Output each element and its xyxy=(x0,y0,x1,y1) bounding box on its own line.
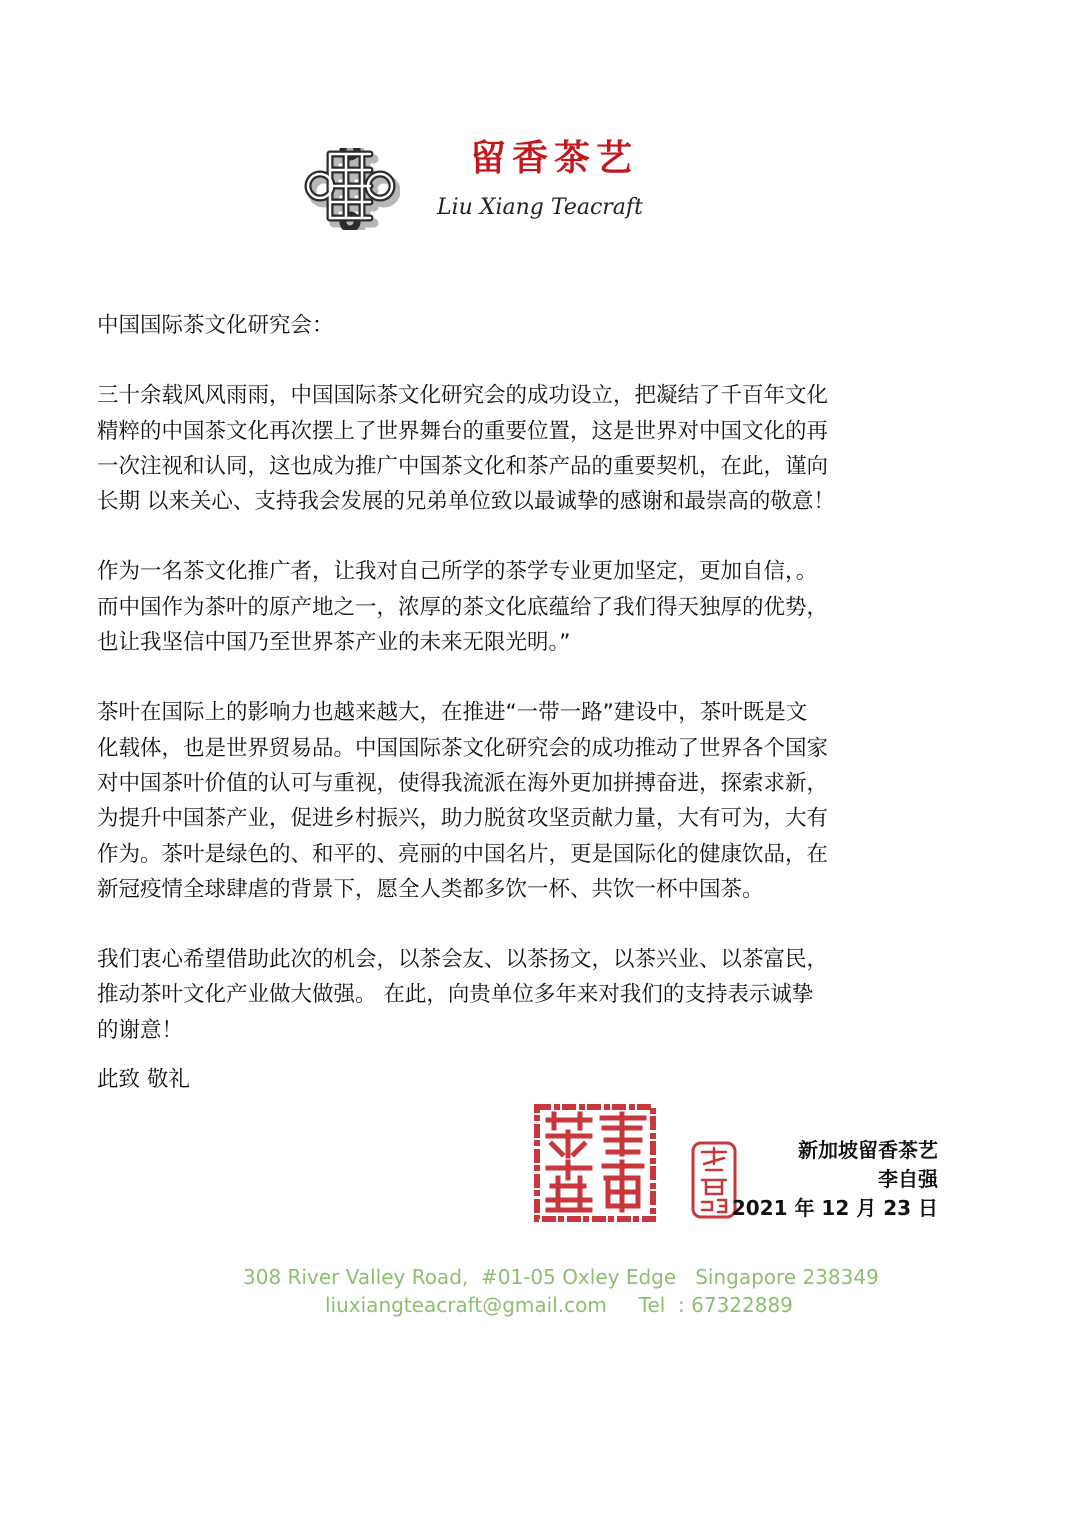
text-line: 我们衷心希望借助此次的机会，以茶会友、以茶扬文，以茶兴业、以茶富民， xyxy=(97,947,829,973)
text-line: 长期 以来关心、支持我会发展的兄弟单位致以最诚挚的感谢和最崇高的敬意！ xyxy=(97,489,835,515)
text-line: 作为一名茶文化推广者，让我对自己所学的茶学专业更加坚定，更加自信，。 xyxy=(97,559,818,585)
footer-address: 308 River Valley Road, #01-05 Oxley Edge Singapore 238349 xyxy=(243,1265,879,1289)
text-line: 推动茶叶文化产业做大做强。 在此，向贵单位多年来对我们的支持表示诚挚 xyxy=(97,982,814,1008)
footer-contact xyxy=(0,1263,1080,1347)
signature-block xyxy=(732,1136,938,1223)
text-line: 对中国茶叶价值的认可与重视，使得我流派在海外更加拼搏奋进，探索求新， xyxy=(97,770,829,796)
signature-organization: 新加坡留香茶艺 xyxy=(798,1138,938,1162)
text-line: 新冠疫情全球肆虐的背景下，愿全人类都多饮一杯、共饮一杯中国茶。 xyxy=(97,876,764,902)
paragraph-anniversary xyxy=(97,378,977,519)
text-line: 精粹的中国茶文化再次摆上了世界舞台的重要位置，这是世界对中国文化的再 xyxy=(97,418,829,444)
signature-name: 李自强 xyxy=(878,1167,938,1191)
text-line: 作为。茶叶是绿色的、和平的、亮丽的中国名片，更是国际化的健康饮品，在 xyxy=(97,841,829,867)
text-line: 的谢意！ xyxy=(97,1017,184,1043)
brand-name-chinese: 留香茶艺 xyxy=(470,137,639,179)
letter-body xyxy=(97,308,977,1097)
endless-knot-icon xyxy=(300,148,400,230)
text-line: 三十余载风风雨雨，中国国际茶文化研究会的成功设立，把凝结了千百年文化 xyxy=(97,383,829,409)
small-seal-stamp xyxy=(690,1140,738,1220)
text-line: 也让我坚信中国乃至世界茶产业的未来无限光明。” xyxy=(97,630,571,656)
text-line: 化载体，也是世界贸易品。中国国际茶文化研究会的成功推动了世界各个国家 xyxy=(97,735,829,761)
brand-name-english: Liu Xiang Teacraft xyxy=(437,195,643,220)
paragraph-influence xyxy=(97,695,977,907)
text-line: 而中国作为茶叶的原产地之一，浓厚的茶文化底蕴给了我们得天独厚的优势， xyxy=(97,594,829,620)
footer-email-phone: liuxiangteacraft@gmail.com Tel : 67322889 xyxy=(325,1293,793,1317)
text-line: 一次注视和认同，这也成为推广中国茶文化和茶产品的重要契机，在此，谨向 xyxy=(97,453,829,479)
text-line: 为提升中国茶产业，促进乡村振兴，助力脱贫攻坚贡献力量，大有可为，大有 xyxy=(97,806,829,832)
salutation: 中国国际茶文化研究会： xyxy=(97,313,334,338)
closing-salutation: 此致 敬礼 xyxy=(97,1067,190,1093)
large-seal-stamp xyxy=(534,1104,656,1222)
letterhead xyxy=(0,0,1080,260)
text-line: 茶叶在国际上的影响力也越来越大，在推进“一带一路”建设中，茶叶既是文 xyxy=(97,700,808,726)
paragraph-gratitude xyxy=(97,942,977,1048)
paragraph-promoter xyxy=(97,554,977,660)
signature-date: 2021 年 12 月 23 日 xyxy=(731,1196,938,1220)
